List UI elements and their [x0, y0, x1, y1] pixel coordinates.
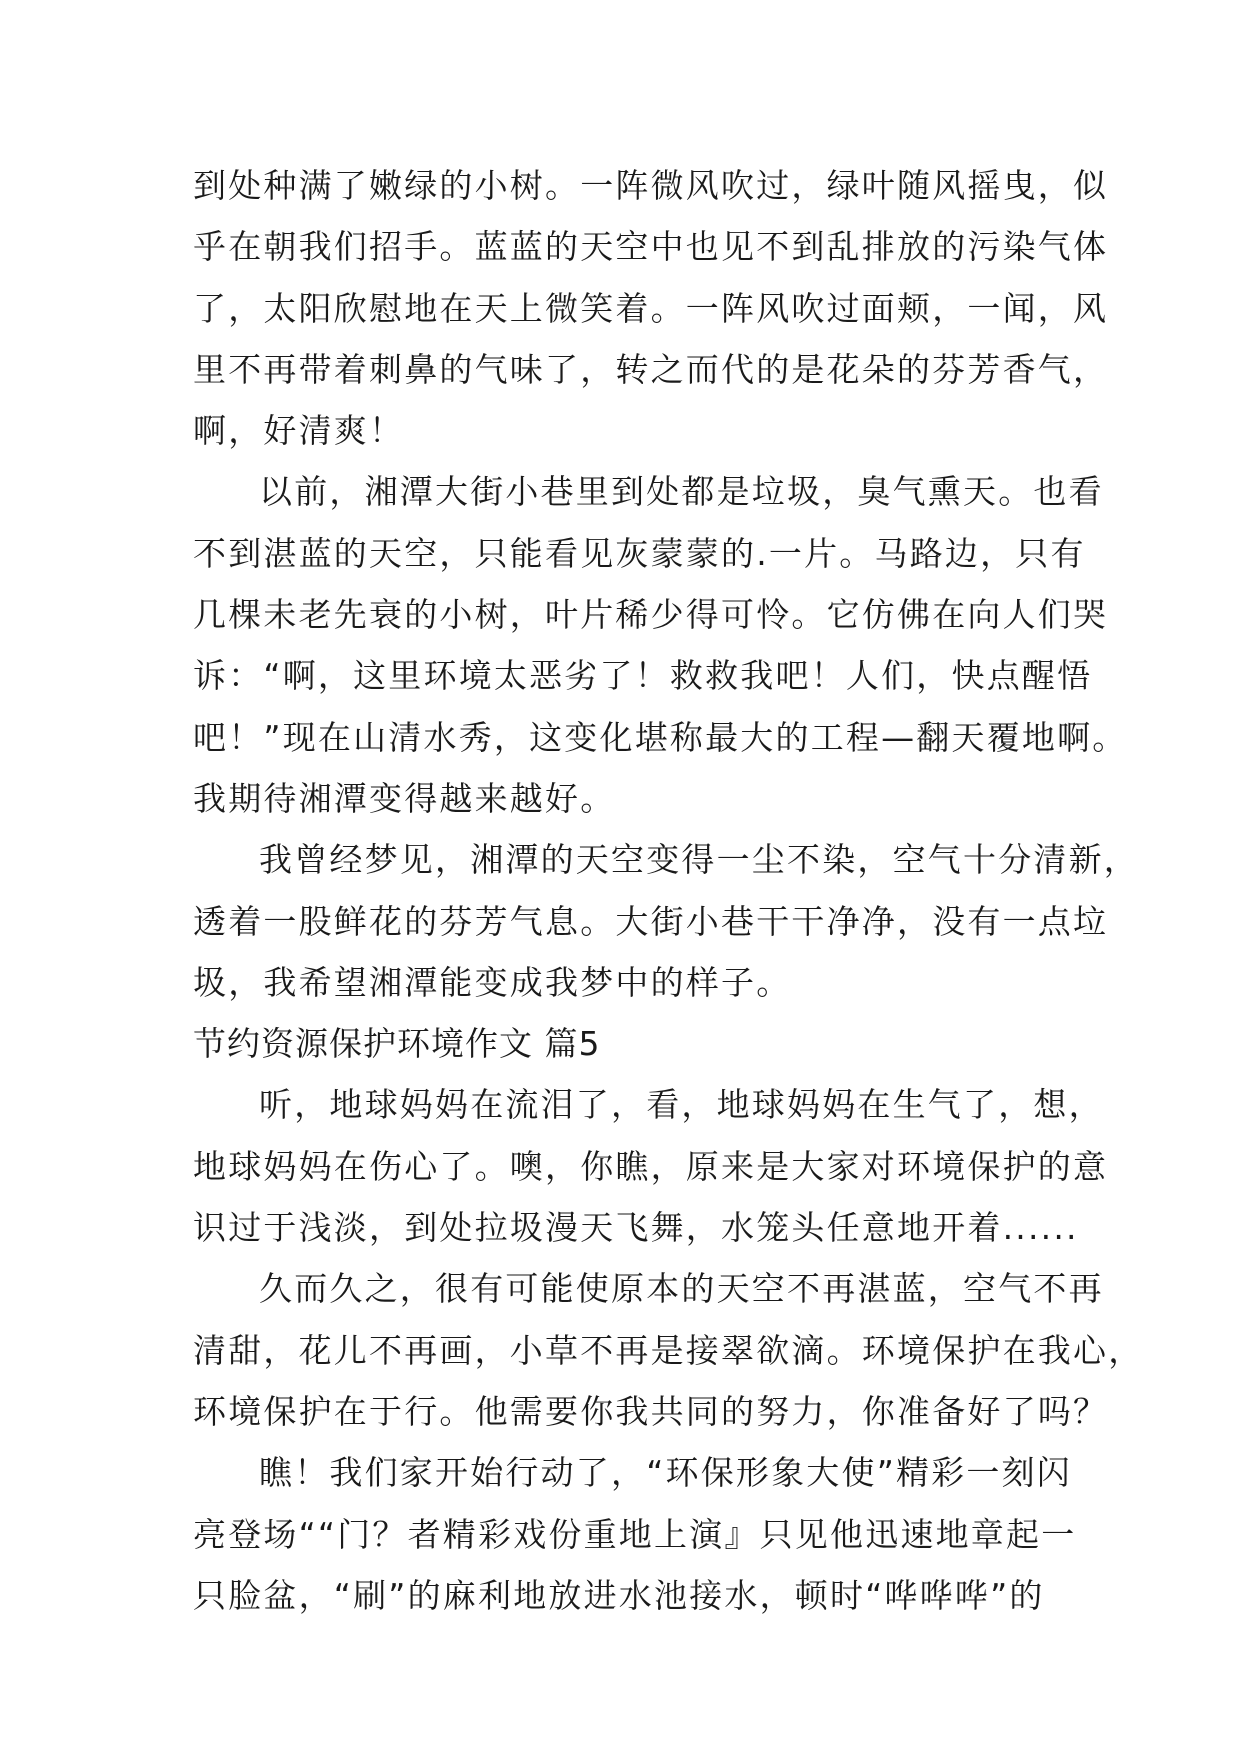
paragraph-start-line: 我曾经梦见，湘潭的天空变得一尘不染，空气十分清新，: [259, 840, 1139, 880]
text-line: 几棵未老先衰的小树，叶片稀少得可怜。它仿佛在向人们哭: [193, 595, 1109, 635]
paragraph-start-line: 瞧！我们家开始行动了，“环保形象大使”精彩一刻闪: [259, 1453, 1072, 1493]
text-line: 透着一股鲜花的芬芳气息。大街小巷干干净净，没有一点垃: [193, 901, 1109, 941]
text-line: 圾，我希望湘潭能变成我梦中的样子。: [193, 962, 792, 1002]
text-line: 里不再带着刺鼻的气味了，转之而代的是花朵的芬芳香气，: [193, 349, 1109, 389]
text-line: 乎在朝我们招手。蓝蓝的天空中也见不到乱排放的污染气体: [193, 227, 1109, 267]
text-line: 了，太阳欣慰地在天上微笑着。一阵风吹过面颊，一闻，风: [193, 288, 1109, 328]
text-line: 吧！”现在山清水秀，这变化堪称最大的工程—翻天覆地啊。: [193, 717, 1128, 757]
paragraph-start-line: 以前，湘潭大街小巷里到处都是垃圾，臭气熏天。也看: [259, 472, 1104, 512]
document-body: [193, 155, 1144, 1626]
text-line: 识过于浅淡，到处拉圾漫天飞舞，水笼头任意地开着......: [193, 1208, 1079, 1248]
text-line: 诉：“啊，这里环境太恶劣了！救救我吧！人们，快点醒悟: [193, 656, 1093, 696]
text-line: 亮登场““门？者精彩戏份重地上演』只见他迅速地章起一: [193, 1514, 1077, 1554]
section-heading: 节约资源保护环境作文 篇5: [193, 1024, 601, 1064]
text-line: 地球妈妈在伤心了。噢，你瞧，原来是大家对环境保护的意: [193, 1146, 1109, 1186]
text-line: 环境保护在于行。他需要你我共同的努力，你准备好了吗？: [193, 1391, 1109, 1431]
text-line: 到处种满了嫩绿的小树。一阵微风吹过，绿叶随风摇曳，似: [193, 166, 1109, 205]
paragraph-start-line: 听，地球妈妈在流泪了，看，地球妈妈在生气了，想，: [259, 1085, 1104, 1125]
text-line: 我期待湘潭变得越来越好。: [193, 778, 616, 818]
paragraph-start-line: 久而久之，很有可能使原本的天空不再湛蓝，空气不再: [259, 1269, 1104, 1309]
text-line: 只脸盆，“刷”的麻利地放进水池接水，顿时“哗哗哗”的: [193, 1575, 1045, 1615]
text-line: 啊，好清爽！: [193, 411, 405, 451]
text-line: 不到湛蓝的天空，只能看见灰蒙蒙的.一片。马路边，只有: [193, 533, 1086, 573]
text-line: 清甜，花儿不再画，小草不再是接翠欲滴。环境保护在我心，: [193, 1330, 1144, 1370]
